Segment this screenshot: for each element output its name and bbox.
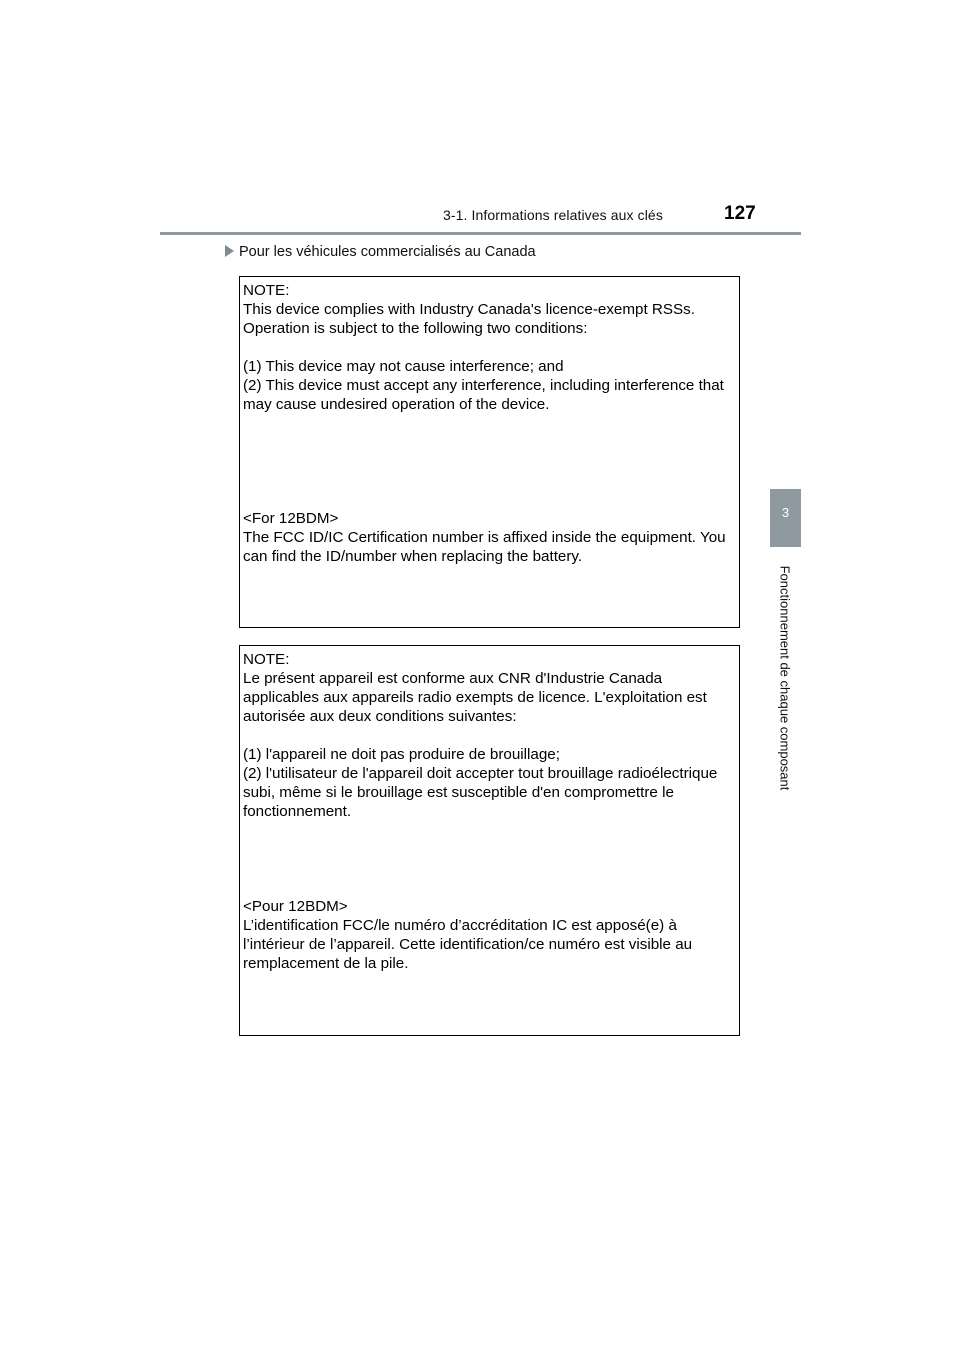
notice-heading: NOTE: [243, 282, 290, 299]
page-number: 127 [724, 203, 756, 224]
model-line: L’identification FCC/le numéro d’accréditation IC est apposé(e) à [243, 917, 677, 934]
notice-line: Operation is subject to the following two conditions: [243, 320, 588, 337]
condition-line: may cause undesired operation of the device. [243, 396, 550, 413]
header-divider [160, 232, 801, 235]
notice-line: applicables aux appareils radio exempts de licence. L'exploitation est [243, 689, 707, 706]
model-line: l’intérieur de l’appareil. Cette identification/ce numéro est visible au [243, 936, 693, 953]
triangle-arrow-icon [225, 245, 234, 257]
condition-line: (2) This device must accept any interference, including interference that [243, 377, 724, 394]
intro-line [225, 244, 536, 260]
condition-line: (2) l'utilisateur de l'appareil doit accepter tout brouillage radioélectrique [243, 765, 718, 782]
notice-heading: NOTE: [243, 651, 290, 668]
chapter-tab [770, 489, 801, 547]
intro-text: Pour les véhicules commercialisés au Canada [239, 244, 536, 260]
spacer [243, 726, 736, 745]
notice-box-english [239, 276, 740, 628]
condition-line: (1) This device may not cause interference; and [243, 358, 564, 375]
model-heading: <For 12BDM> [243, 510, 339, 527]
model-heading: <Pour 12BDM> [243, 898, 348, 915]
notice-line: Le présent appareil est conforme aux CNR d'Industrie Canada [243, 670, 663, 687]
condition-line: (1) l'appareil ne doit pas produire de brouillage; [243, 746, 560, 763]
chapter-number: 3 [781, 505, 790, 520]
condition-line: fonctionnement. [243, 803, 352, 820]
notice-line: autorisée aux deux conditions suivantes: [243, 708, 517, 725]
condition-line: subi, même si le brouillage est susceptible d'en compromettre le [243, 784, 674, 801]
notice-line: This device complies with Industry Canada's licence-exempt RSSs. [243, 301, 695, 318]
spacer [243, 338, 736, 357]
notice-box-french [239, 645, 740, 1036]
model-line: remplacement de la pile. [243, 955, 409, 972]
chapter-label: Fonctionnement de chaque composant [777, 565, 793, 791]
section-title: 3-1. Informations relatives aux clés [443, 207, 663, 223]
model-line: can find the ID/number when replacing the battery. [243, 548, 583, 565]
model-line: The FCC ID/IC Certification number is affixed inside the equipment. You [243, 529, 726, 546]
spacer [243, 821, 736, 897]
spacer [243, 414, 736, 509]
